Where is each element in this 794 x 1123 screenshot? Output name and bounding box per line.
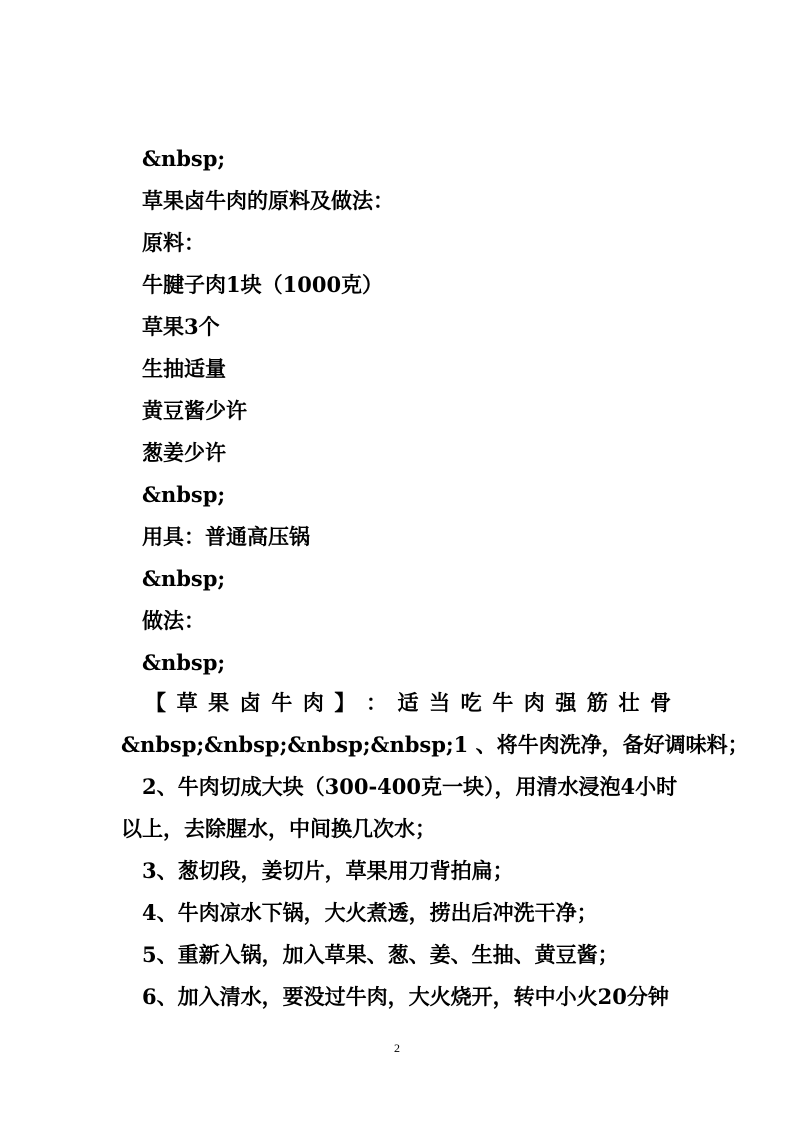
heading-char: 吃: [460, 690, 482, 715]
method-heading: 做法：: [142, 608, 205, 633]
heading-char: 筋: [586, 690, 608, 715]
heading-char: ：: [365, 690, 387, 715]
step-6: 6、加入清水，要没过牛肉，大火烧开，转中小火20分钟: [142, 984, 669, 1009]
text-line-nbsp-1: &nbsp;: [142, 146, 226, 171]
ingredient-soybean-paste: 黄豆酱少许: [142, 398, 247, 423]
page-number: 2: [394, 1041, 400, 1055]
heading-char: 适: [397, 690, 419, 715]
heading-char: 卤: [239, 690, 261, 715]
step-4: 4、牛肉凉水下锅，大火煮透，捞出后冲洗干净；: [142, 900, 598, 925]
step-2: 2、牛肉切成大块（300-400克一块），用清水浸泡4小时: [142, 774, 678, 799]
heading-char: 牛: [492, 690, 514, 715]
step-5: 5、重新入锅，加入草果、葱、姜、生抽、黄豆酱；: [142, 942, 619, 967]
heading-char: 强: [555, 690, 577, 715]
section-heading-justified: [145, 689, 671, 717]
heading-char: 骨: [650, 690, 671, 715]
step-1: &nbsp;&nbsp;&nbsp;&nbsp;1 、将牛肉洗净，备好调味料；: [121, 732, 749, 757]
step-3: 3、葱切段，姜切片，草果用刀背拍扁；: [142, 858, 514, 883]
heading-char: 肉: [302, 690, 324, 715]
heading-char: 果: [208, 690, 230, 715]
heading-char: 【: [145, 690, 166, 715]
heading-char: 】: [334, 690, 356, 715]
ingredient-beef: 牛腱子肉1块（1000克）: [142, 272, 384, 297]
heading-char: 当: [429, 690, 451, 715]
ingredient-caoguo: 草果3个: [142, 314, 220, 339]
ingredients-heading: 原料：: [142, 230, 205, 255]
heading-char: 肉: [523, 690, 545, 715]
text-line-nbsp-2: &nbsp;: [142, 482, 226, 507]
heading-char: 壮: [618, 690, 640, 715]
tools-line: 用具：普通高压锅: [142, 524, 310, 549]
text-line-nbsp-3: &nbsp;: [142, 566, 226, 591]
ingredient-soy-sauce: 生抽适量: [142, 356, 226, 381]
step-2-continued: 以上，去除腥水，中间换几次水；: [121, 816, 436, 841]
text-line-nbsp-4: &nbsp;: [142, 650, 226, 675]
ingredient-scallion-ginger: 葱姜少许: [142, 440, 226, 465]
recipe-title: 草果卤牛肉的原料及做法：: [142, 188, 394, 213]
heading-char: 牛: [271, 690, 293, 715]
heading-char: 草: [176, 690, 198, 715]
